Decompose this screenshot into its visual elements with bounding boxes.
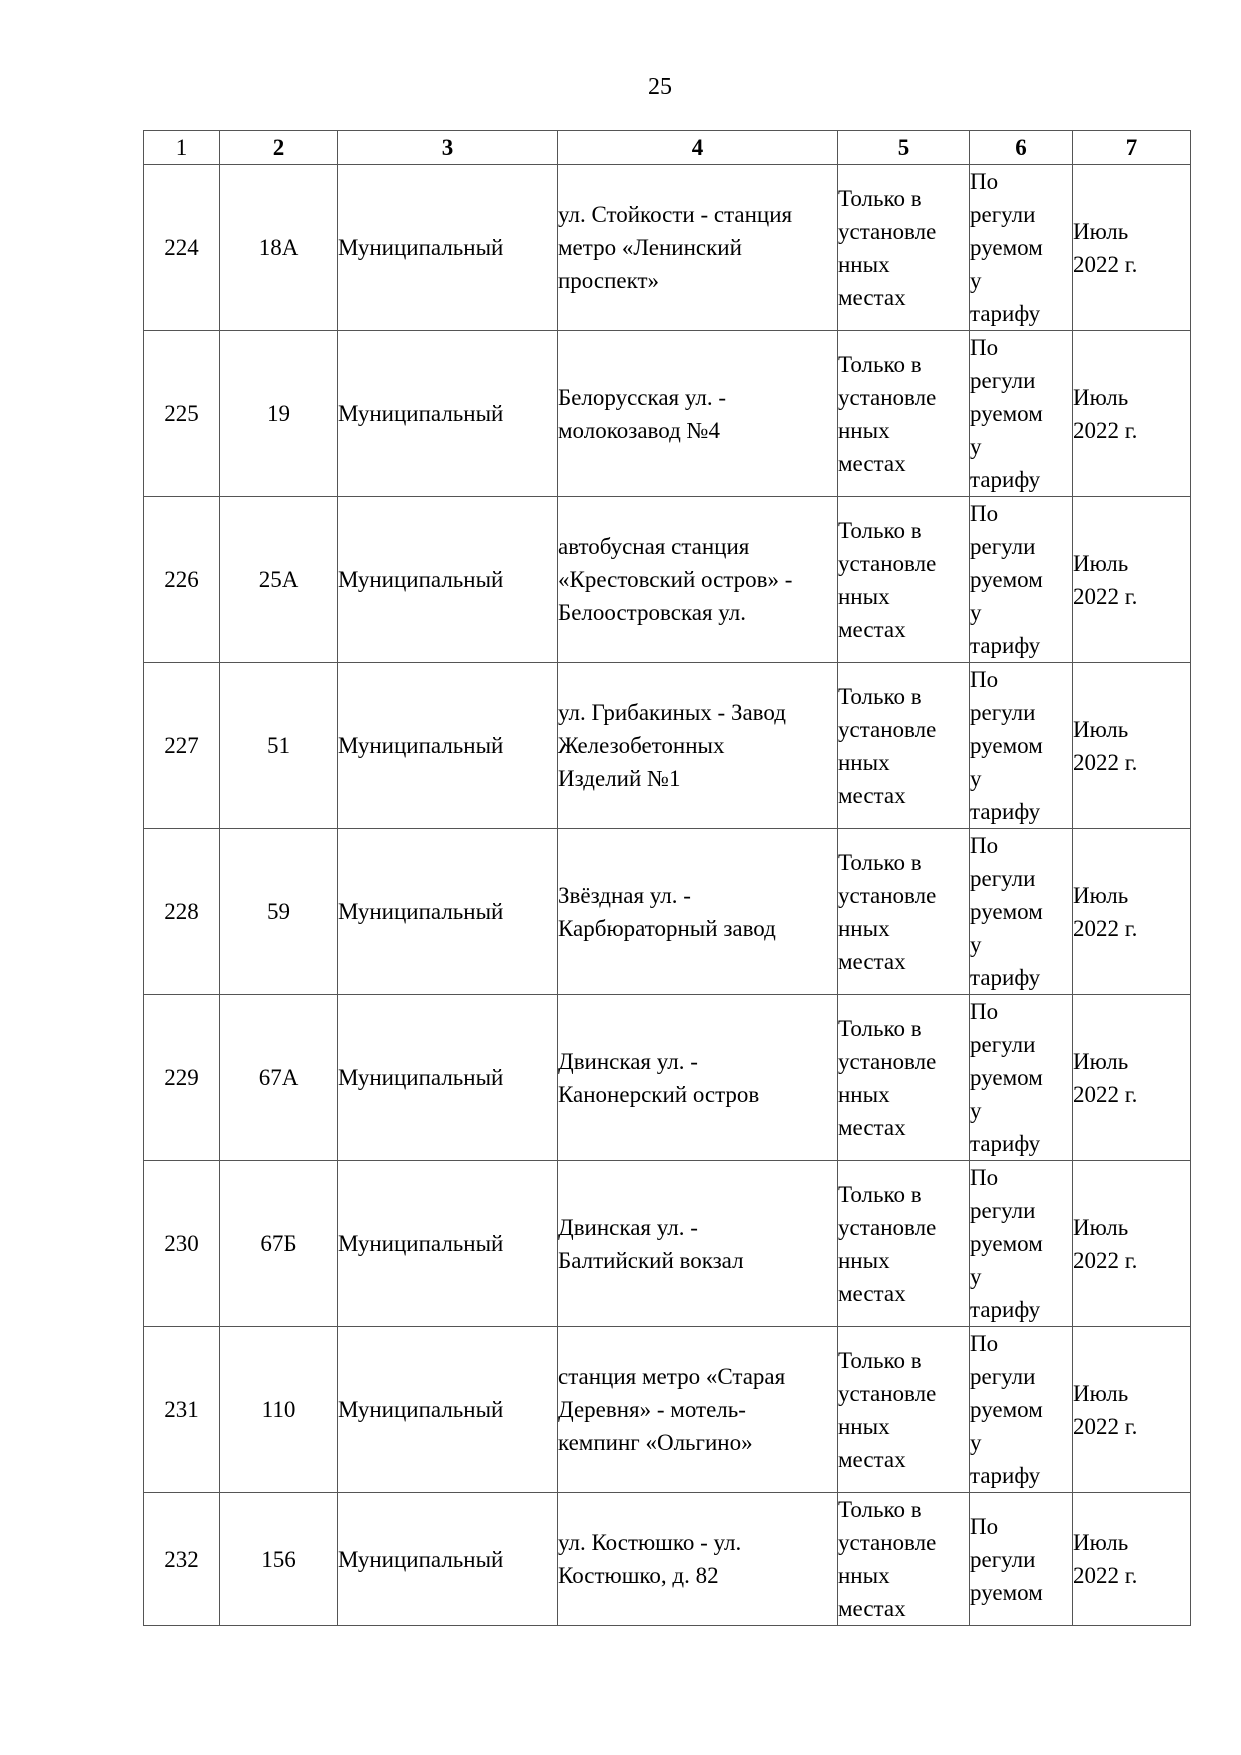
table-row <box>144 1161 1191 1327</box>
stop-order-cell-line: установле <box>838 1214 937 1240</box>
route-path-cell <box>558 663 838 829</box>
route-path-cell-line: Белоостровская ул. <box>558 600 747 625</box>
row-number-cell: 225 <box>144 331 220 497</box>
table-row <box>144 1493 1191 1626</box>
stop-order-cell-line: местах <box>838 782 906 808</box>
stop-order-cell-line: нных <box>838 251 890 277</box>
tariff-cell-line: у <box>970 268 982 293</box>
start-date-cell <box>1073 829 1191 995</box>
start-date-cell-line: 2022 г. <box>1073 583 1138 609</box>
stop-order-cell-line: местах <box>838 450 906 476</box>
stop-order-cell-line: местах <box>838 948 906 974</box>
column-header: 2 <box>220 131 338 165</box>
route-kind-cell: Муниципальный <box>338 165 558 331</box>
tariff-cell-line: По <box>970 1165 999 1190</box>
stop-order-cell <box>838 663 970 829</box>
tariff-cell-line: регули <box>970 1546 1036 1572</box>
stop-order-cell-line: Только в <box>838 849 922 875</box>
start-date-cell-line: Июль <box>1073 550 1129 576</box>
column-header: 4 <box>558 131 838 165</box>
tariff-cell-line: руемом <box>970 1065 1043 1090</box>
start-date-cell-line: 2022 г. <box>1073 251 1138 277</box>
tariff-cell <box>970 165 1073 331</box>
route-kind-cell: Муниципальный <box>338 829 558 995</box>
route-path-cell-line: проспект» <box>558 268 660 293</box>
tariff-cell <box>970 663 1073 829</box>
route-path-cell-line: Двинская ул. - <box>558 1214 698 1240</box>
stop-order-cell-line: Только в <box>838 1181 922 1207</box>
stop-order-cell-line: нных <box>838 417 890 443</box>
tariff-cell-line: руемом <box>970 899 1043 924</box>
stop-order-cell-line: местах <box>838 284 906 310</box>
tariff-cell-line: у <box>970 600 982 625</box>
page-number: 25 <box>648 74 672 100</box>
table-row <box>144 165 1191 331</box>
stop-order-cell-line: установле <box>838 1048 937 1074</box>
tariff-cell-line: По <box>970 501 999 526</box>
stop-order-cell-line: местах <box>838 1446 906 1472</box>
row-number-cell: 231 <box>144 1327 220 1493</box>
start-date-cell-line: 2022 г. <box>1073 1563 1138 1588</box>
start-date-cell-line: Июль <box>1073 1380 1129 1406</box>
stop-order-cell-line: нных <box>838 749 890 775</box>
route-path-cell <box>558 995 838 1161</box>
tariff-cell-line: у <box>970 1430 982 1455</box>
column-header: 1 <box>144 131 220 165</box>
route-path-cell-line: Канонерский остров <box>558 1081 760 1107</box>
stop-order-cell <box>838 497 970 663</box>
row-number-cell: 226 <box>144 497 220 663</box>
row-number-cell: 229 <box>144 995 220 1161</box>
stop-order-cell-line: установле <box>838 716 937 742</box>
route-number-cell: 51 <box>220 663 338 829</box>
route-kind-cell: Муниципальный <box>338 663 558 829</box>
route-kind-cell: Муниципальный <box>338 497 558 663</box>
stop-order-cell <box>838 1327 970 1493</box>
routes-table <box>143 130 1191 1626</box>
tariff-cell-line: тарифу <box>970 301 1041 326</box>
tariff-cell <box>970 829 1073 995</box>
stop-order-cell-line: Только в <box>838 1497 922 1522</box>
stop-order-cell-line: Только в <box>838 1015 922 1041</box>
route-path-cell <box>558 1493 838 1626</box>
route-path-cell-line: ул. Грибакиных - Завод <box>558 700 786 725</box>
stop-order-cell-line: местах <box>838 616 906 642</box>
tariff-cell-line: руемом <box>970 567 1043 592</box>
tariff-cell-line: тарифу <box>970 1297 1041 1322</box>
stop-order-cell-line: нных <box>838 1081 890 1107</box>
tariff-cell-line: у <box>970 1264 982 1289</box>
stop-order-cell-line: местах <box>838 1114 906 1140</box>
stop-order-cell-line: установле <box>838 550 937 576</box>
tariff-cell-line: у <box>970 932 982 957</box>
route-path-cell <box>558 1161 838 1327</box>
start-date-cell-line: 2022 г. <box>1073 1413 1138 1439</box>
tariff-cell-line: тарифу <box>970 467 1041 492</box>
start-date-cell <box>1073 663 1191 829</box>
start-date-cell <box>1073 1161 1191 1327</box>
route-path-cell <box>558 165 838 331</box>
tariff-cell-line: руемом <box>970 1579 1043 1605</box>
stop-order-cell-line: установле <box>838 384 937 410</box>
table-row <box>144 995 1191 1161</box>
row-number-cell: 230 <box>144 1161 220 1327</box>
route-path-cell-line: Карбюраторный завод <box>558 915 776 941</box>
tariff-cell-line: руемом <box>970 235 1043 260</box>
route-path-cell <box>558 829 838 995</box>
stop-order-cell-line: Только в <box>838 683 922 709</box>
tariff-cell-line: регули <box>970 866 1036 891</box>
column-header: 6 <box>970 131 1073 165</box>
stop-order-cell-line: установле <box>838 1380 937 1406</box>
tariff-cell-line: регули <box>970 368 1036 393</box>
start-date-cell-line: 2022 г. <box>1073 1247 1138 1273</box>
tariff-cell-line: По <box>970 1331 999 1356</box>
route-path-cell-line: Звёздная ул. - <box>558 882 691 908</box>
route-number-cell: 19 <box>220 331 338 497</box>
stop-order-cell-line: нных <box>838 583 890 609</box>
start-date-cell-line: 2022 г. <box>1073 915 1138 941</box>
tariff-cell-line: регули <box>970 202 1036 227</box>
route-path-cell-line: кемпинг «Ольгино» <box>558 1430 753 1455</box>
table-row <box>144 663 1191 829</box>
row-number-cell: 227 <box>144 663 220 829</box>
route-path-cell-line: станция метро «Старая <box>558 1364 786 1389</box>
route-path-cell-line: молокозавод №4 <box>558 417 720 443</box>
stop-order-cell-line: установле <box>838 1530 937 1555</box>
stop-order-cell <box>838 165 970 331</box>
stop-order-cell <box>838 829 970 995</box>
stop-order-cell <box>838 1493 970 1626</box>
start-date-cell <box>1073 995 1191 1161</box>
start-date-cell-line: Июль <box>1073 882 1129 908</box>
route-number-cell: 25А <box>220 497 338 663</box>
route-path-cell <box>558 331 838 497</box>
start-date-cell <box>1073 165 1191 331</box>
table-row <box>144 1327 1191 1493</box>
tariff-cell-line: тарифу <box>970 1463 1041 1488</box>
route-number-cell: 67Б <box>220 1161 338 1327</box>
tariff-cell-line: у <box>970 1098 982 1123</box>
route-path-cell-line: Белорусская ул. - <box>558 384 726 410</box>
stop-order-cell-line: Только в <box>838 1347 922 1373</box>
header-row <box>144 131 1191 165</box>
table-row <box>144 331 1191 497</box>
tariff-cell-line: По <box>970 667 999 692</box>
stop-order-cell-line: установле <box>838 882 937 908</box>
row-number-cell: 232 <box>144 1493 220 1626</box>
start-date-cell <box>1073 1327 1191 1493</box>
tariff-cell <box>970 1493 1073 1626</box>
stop-order-cell <box>838 331 970 497</box>
route-kind-cell: Муниципальный <box>338 1493 558 1626</box>
tariff-cell-line: По <box>970 335 999 360</box>
tariff-cell-line: регули <box>970 534 1036 559</box>
stop-order-cell-line: нных <box>838 1413 890 1439</box>
start-date-cell-line: 2022 г. <box>1073 1081 1138 1107</box>
stop-order-cell-line: Только в <box>838 351 922 377</box>
tariff-cell-line: регули <box>970 700 1036 725</box>
row-number-cell: 224 <box>144 165 220 331</box>
tariff-cell-line: тарифу <box>970 1131 1041 1156</box>
start-date-cell-line: Июль <box>1073 716 1129 742</box>
route-path-cell-line: «Крестовский остров» - <box>558 567 793 592</box>
route-kind-cell: Муниципальный <box>338 331 558 497</box>
route-path-cell-line: ул. Стойкости - станция <box>558 202 793 227</box>
route-number-cell: 67А <box>220 995 338 1161</box>
stop-order-cell <box>838 1161 970 1327</box>
stop-order-cell-line: нных <box>838 1563 890 1588</box>
route-path-cell-line: Двинская ул. - <box>558 1048 698 1074</box>
start-date-cell-line: 2022 г. <box>1073 417 1138 443</box>
tariff-cell <box>970 1161 1073 1327</box>
route-path-cell-line: Изделий №1 <box>558 766 681 791</box>
tariff-cell-line: у <box>970 434 982 459</box>
route-path-cell-line: автобусная станция <box>558 534 750 559</box>
column-header: 3 <box>338 131 558 165</box>
stop-order-cell-line: Только в <box>838 517 922 543</box>
tariff-cell-line: тарифу <box>970 965 1041 990</box>
tariff-cell <box>970 995 1073 1161</box>
route-kind-cell: Муниципальный <box>338 1161 558 1327</box>
route-path-cell-line: Деревня» - мотель- <box>558 1397 746 1422</box>
tariff-cell <box>970 331 1073 497</box>
stop-order-cell <box>838 995 970 1161</box>
tariff-cell-line: По <box>970 1513 999 1539</box>
tariff-cell-line: По <box>970 833 999 858</box>
stop-order-cell-line: Только в <box>838 185 922 211</box>
table-row <box>144 829 1191 995</box>
tariff-cell <box>970 1327 1073 1493</box>
stop-order-cell-line: местах <box>838 1596 906 1621</box>
row-number-cell: 228 <box>144 829 220 995</box>
tariff-cell-line: руемом <box>970 401 1043 426</box>
tariff-cell-line: регули <box>970 1198 1036 1223</box>
tariff-cell-line: регули <box>970 1364 1036 1389</box>
tariff-cell-line: руемом <box>970 1231 1043 1256</box>
start-date-cell <box>1073 331 1191 497</box>
start-date-cell-line: Июль <box>1073 1048 1129 1074</box>
tariff-cell-line: руемом <box>970 1397 1043 1422</box>
start-date-cell <box>1073 497 1191 663</box>
start-date-cell-line: Июль <box>1073 384 1129 410</box>
route-number-cell: 18А <box>220 165 338 331</box>
route-path-cell-line: метро «Ленинский <box>558 235 742 260</box>
start-date-cell-line: Июль <box>1073 218 1129 244</box>
route-path-cell-line: ул. Костюшко - ул. <box>558 1530 742 1555</box>
route-path-cell <box>558 1327 838 1493</box>
route-kind-cell: Муниципальный <box>338 1327 558 1493</box>
route-path-cell-line: Балтийский вокзал <box>558 1247 744 1273</box>
route-number-cell: 110 <box>220 1327 338 1493</box>
route-number-cell: 59 <box>220 829 338 995</box>
start-date-cell-line: Июль <box>1073 1214 1129 1240</box>
tariff-cell-line: тарифу <box>970 633 1041 658</box>
route-kind-cell: Муниципальный <box>338 995 558 1161</box>
tariff-cell <box>970 497 1073 663</box>
start-date-cell <box>1073 1493 1191 1626</box>
tariff-cell-line: регули <box>970 1032 1036 1057</box>
column-header: 7 <box>1073 131 1191 165</box>
stop-order-cell-line: нных <box>838 1247 890 1273</box>
tariff-cell-line: руемом <box>970 733 1043 758</box>
stop-order-cell-line: установле <box>838 218 937 244</box>
route-path-cell <box>558 497 838 663</box>
route-path-cell-line: Костюшко, д. 82 <box>558 1563 719 1588</box>
tariff-cell-line: По <box>970 999 999 1024</box>
stop-order-cell-line: нных <box>838 915 890 941</box>
route-path-cell-line: Железобетонных <box>558 733 725 758</box>
tariff-cell-line: тарифу <box>970 799 1041 824</box>
table-row <box>144 497 1191 663</box>
stop-order-cell-line: местах <box>838 1280 906 1306</box>
route-number-cell: 156 <box>220 1493 338 1626</box>
tariff-cell-line: По <box>970 169 999 194</box>
start-date-cell-line: 2022 г. <box>1073 749 1138 775</box>
column-header: 5 <box>838 131 970 165</box>
start-date-cell-line: Июль <box>1073 1530 1129 1555</box>
tariff-cell-line: у <box>970 766 982 791</box>
